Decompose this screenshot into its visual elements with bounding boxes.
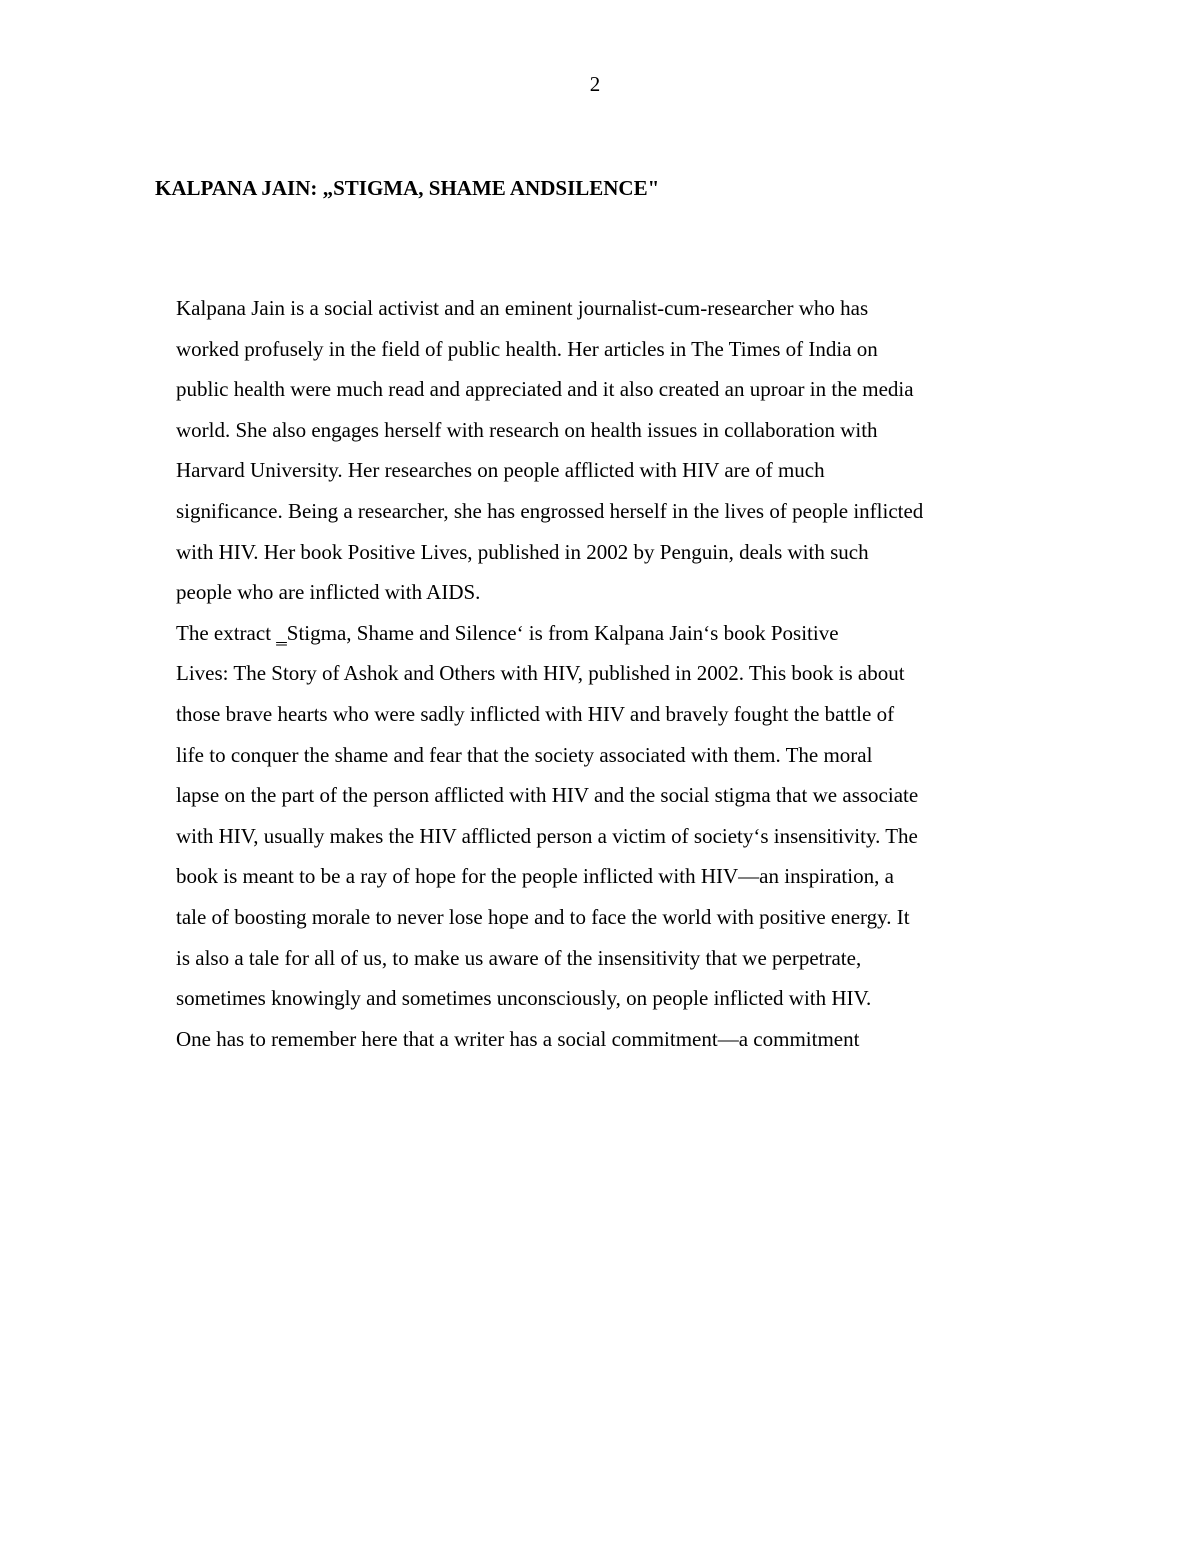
text-line: Harvard University. Her researches on people afflicted with HIV are of much <box>176 458 825 483</box>
page-number: 2 <box>589 72 601 96</box>
text-line: world. She also engages herself with research on health issues in collaboration with <box>176 417 878 442</box>
text-line: with HIV, usually makes the HIV afflicted person a victim of society‘s insensitivity. The <box>176 823 918 848</box>
text-line: those brave hearts who were sadly inflicted with HIV and bravely fought the battle of <box>176 701 895 726</box>
text-line: people who are inflicted with AIDS. <box>176 580 481 605</box>
text-line: with HIV. Her book Positive Lives, published in 2002 by Penguin, deals with such <box>176 539 869 564</box>
text-line: One has to remember here that a writer has a social commitment—a commitment <box>176 1026 860 1051</box>
text-line: book is meant to be a ray of hope for the people inflicted with HIV—an inspiration, a <box>176 864 894 889</box>
text-line: public health were much read and appreciated and it also created an uproar in the media <box>176 377 914 402</box>
text-line: sometimes knowingly and sometimes unconsciously, on people inflicted with HIV. <box>176 986 872 1011</box>
text-line: life to conquer the shame and fear that the society associated with them. The moral <box>176 742 873 767</box>
text-line: worked profusely in the field of public health. Her articles in The Times of India on <box>176 336 878 361</box>
text-line: Lives: The Story of Ashok and Others with HIV, published in 2002. This book is about <box>176 661 905 686</box>
text-line: Kalpana Jain is a social activist and an eminent journalist-cum-researcher who has <box>176 296 869 320</box>
text-line: The extract ‗Stigma, Shame and Silence‘ is from Kalpana Jain‘s book Positive <box>176 620 839 645</box>
text-line: significance. Being a researcher, she has engrossed herself in the lives of people inflicted <box>176 498 924 523</box>
body-text <box>176 288 1076 1059</box>
text-line: tale of boosting morale to never lose hope and to face the world with positive energy. It <box>176 904 910 929</box>
text-line: lapse on the part of the person afflicted with HIV and the social stigma that we associate <box>176 783 919 808</box>
text-line: is also a tale for all of us, to make us aware of the insensitivity that we perpetrate, <box>176 945 862 970</box>
document-title: KALPANA JAIN: „STIGMA, SHAME ANDSILENCE" <box>155 176 660 200</box>
